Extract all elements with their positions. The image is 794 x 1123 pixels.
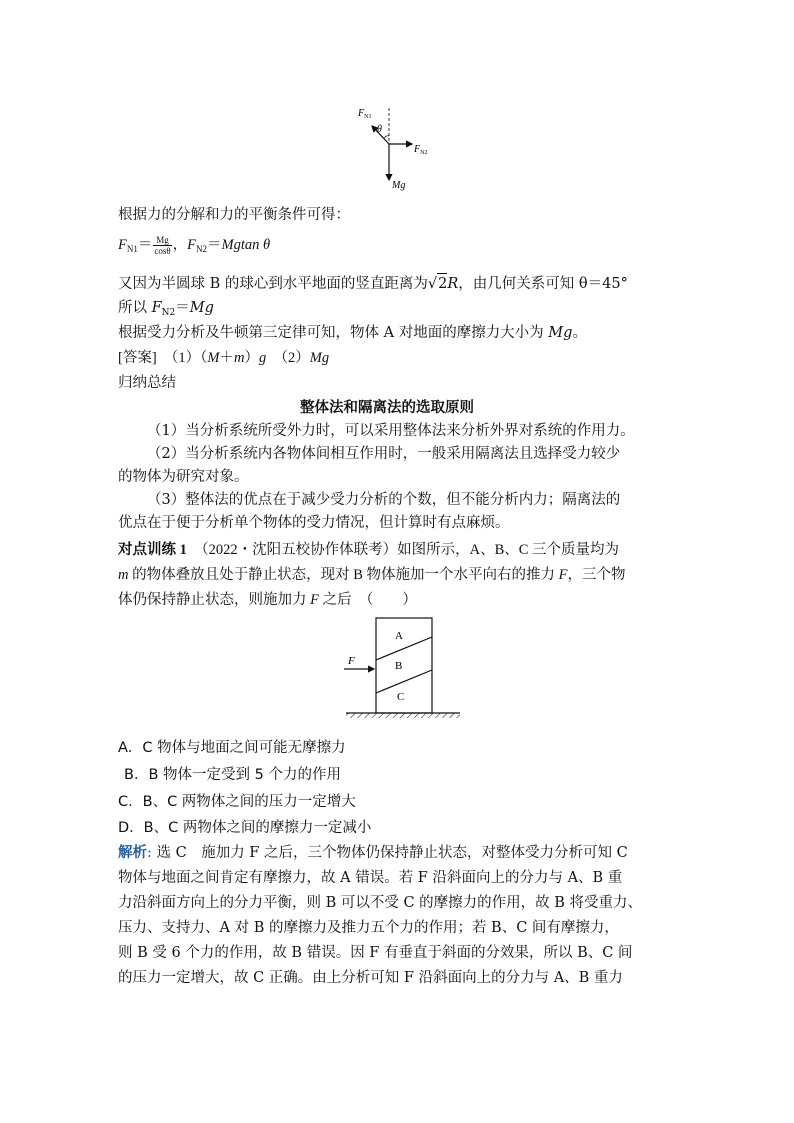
answer-line: [答案] （1）（M＋m）g （2）Mg [118, 350, 330, 366]
analysis-label: 解析 [118, 844, 147, 861]
fraction-mg-cos: $\frac{Mg}{\cos\theta}$ [154, 235, 171, 257]
label-B: B [395, 660, 403, 672]
derivation-line-4: 所以 $F_{N2}=Mg$ [118, 300, 214, 318]
incline-bc [376, 670, 432, 693]
blocks-diagram [340, 615, 465, 720]
exercise-line-3: 体仍保持静止状态，则施加力 F 之后 （ ） [118, 592, 417, 608]
label-F: F [348, 655, 355, 667]
summary-p2a: （2）当分析系统内各物体间相互作用时，一般采用隔离法且选择受力较少 [147, 446, 621, 462]
analysis-line-5: 则 B 受 6 个力的作用，故 B 错误。因 F 有垂直于斜面的分效果，所以 B、C 间 [118, 945, 633, 961]
label-theta: θ [377, 124, 382, 135]
option-d: D．B、C 两物体之间的摩擦力一定减小 [118, 820, 372, 836]
analysis-line-4: 压力、支持力、A 对 B 的摩擦力及推力五个力的作用；若 B、C 间有摩擦力， [118, 920, 619, 936]
label-fn2: $F_{N2}$ [414, 144, 428, 156]
summary-heading: 归纳总结 [118, 375, 176, 391]
label-mg: Mg [392, 180, 406, 191]
theta-arc [384, 136, 389, 138]
ground-hatch [346, 713, 460, 718]
exercise-line-1: 对点训练 1 （2022・沈阳五校协作体联考）如图所示，A、B、C 三个质量均为 [118, 542, 620, 558]
option-b: B．B 物体一定受到 5 个力的作用 [124, 767, 341, 783]
incline-ab [376, 637, 432, 660]
answer-label: [答案] [118, 350, 157, 366]
label-A: A [395, 630, 403, 642]
derivation-line-1: 根据力的分解和力的平衡条件可得： [118, 207, 350, 223]
exercise-label: 对点训练 1 [118, 542, 187, 558]
derivation-equation: $F_{N1}=$ $\frac{Mg}{\cos\theta}$ ，$F_{N2}=Mgtan$ θ [118, 235, 271, 257]
analysis-line-6: 的压力一定增大，故 C 正确。由上分析可知 F 沿斜面向上的分力与 A、B 重力 [118, 970, 623, 986]
summary-title: 整体法和隔离法的选取原则 [300, 400, 474, 416]
analysis-line-2: 物体与地面之间肯定有摩擦力，故 A 错误。若 F 沿斜面向上的分力与 A、B 重 [118, 870, 623, 886]
force-diagram [350, 100, 450, 195]
derivation-line-3: 又因为半圆球 B 的球心到水平地面的竖直距离为√2R，由几何关系可知 θ＝45° [118, 273, 628, 294]
summary-p2b: 的物体为研究对象。 [118, 469, 249, 485]
label-C: C [397, 691, 405, 703]
analysis-line-1: 解析: 选 C 施加力 F 之后，三个物体仍保持静止状态，对整体受力分析可知 C [118, 844, 628, 861]
summary-p1: （1）当分析系统所受外力时，可以采用整体法来分析外界对系统的作用力。 [147, 423, 635, 439]
summary-p3b: 优点在于便于分析单个物体的受力情况，但计算时有点麻烦。 [118, 515, 510, 531]
exercise-line-2: m 的物体叠放且处于静止状态，现对 B 物体施加一个水平向右的推力 F，三个物 [118, 567, 626, 583]
summary-p3a: （3）整体法的优点在于减少受力分析的个数，但不能分析内力；隔离法的 [147, 492, 621, 508]
option-c: C．B、C 两物体之间的压力一定增大 [118, 794, 356, 810]
label-fn1: $F_{N1}$ [358, 108, 372, 120]
derivation-line-5: 根据受力分析及牛顿第三定律可知，物体 A 对地面的摩擦力大小为 Mg。 [118, 325, 587, 341]
option-a: A．C 物体与地面之间可能无摩擦力 [118, 740, 346, 756]
analysis-line-3: 力沿斜面方向上的分力平衡，则 B 可以不受 C 的摩擦力的作用，故 B 将受重力、 [118, 895, 643, 911]
